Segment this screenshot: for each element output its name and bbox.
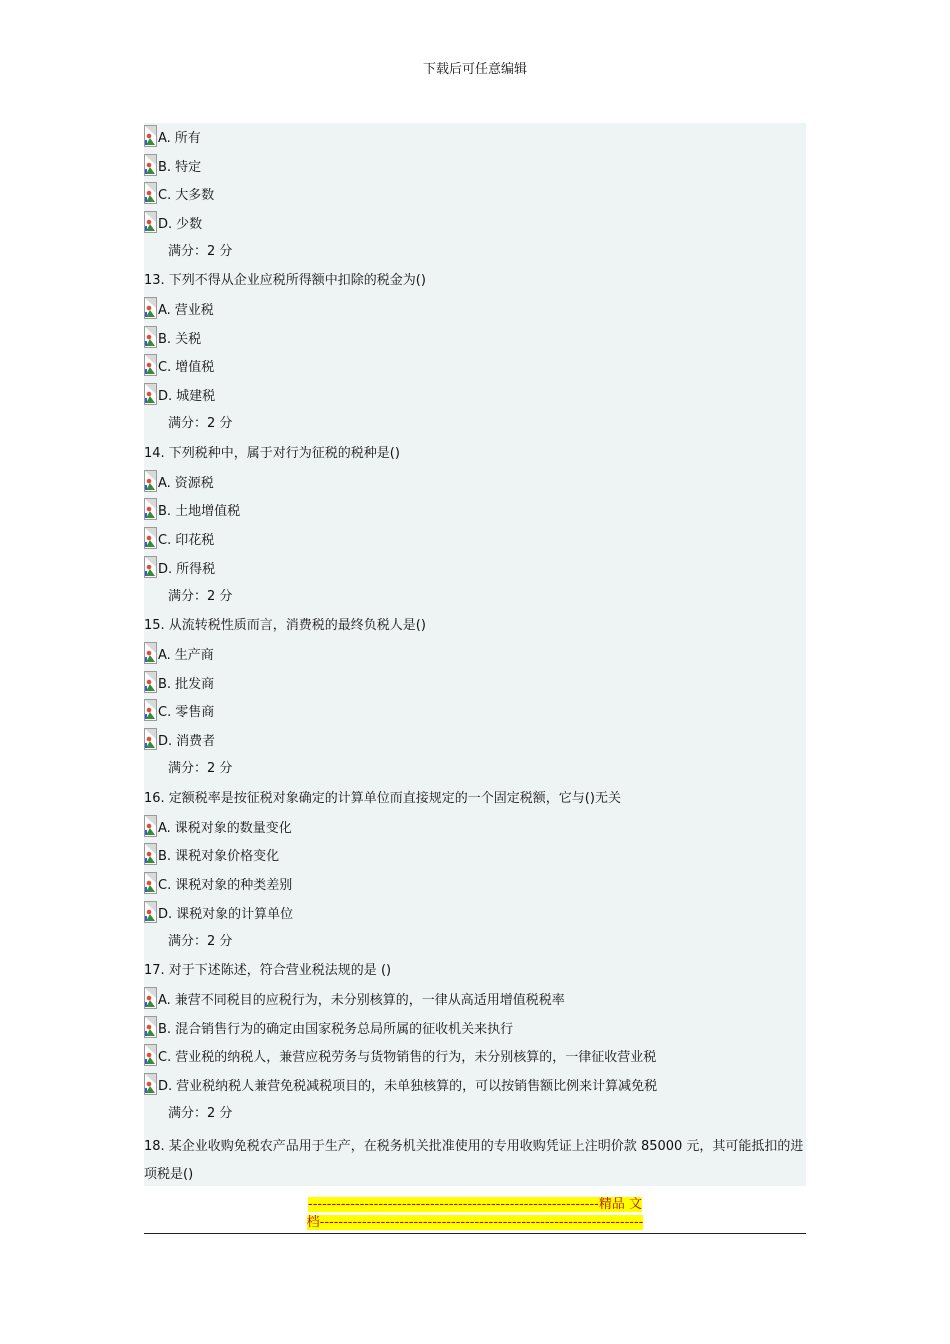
broken-image-icon xyxy=(144,642,157,664)
broken-image-icon xyxy=(144,556,157,578)
option-text: 所有 xyxy=(174,131,201,146)
option-item[interactable] xyxy=(144,1014,513,1038)
option-item[interactable] xyxy=(144,324,201,348)
option-item[interactable] xyxy=(144,295,214,319)
option-text: 关税 xyxy=(175,331,202,347)
option-text: 零售商 xyxy=(175,705,215,721)
broken-image-icon xyxy=(144,671,157,693)
option-letter: A. xyxy=(158,475,171,491)
option-item[interactable] xyxy=(144,152,201,176)
option-item[interactable] xyxy=(144,209,202,233)
option-text: 少数 xyxy=(176,217,203,233)
option-item[interactable] xyxy=(144,554,215,578)
option-letter: D. xyxy=(158,734,173,750)
broken-image-icon xyxy=(144,527,157,549)
option-text: 营业税 xyxy=(174,303,214,318)
option-item[interactable] xyxy=(144,180,214,204)
question-title: 16. 定额税率是按征税对象确定的计算单位而直接规定的一个固定税额，它与()无关 xyxy=(144,790,621,806)
question-title: 17. 对于下述陈述，符合营业税法规的是 () xyxy=(144,963,392,978)
option-letter: C. xyxy=(158,532,172,548)
option-letter: A. xyxy=(158,303,171,318)
broken-image-icon xyxy=(144,815,157,837)
broken-image-icon xyxy=(144,326,157,348)
score-label: 满分：2 分 xyxy=(168,933,233,949)
option-letter: B. xyxy=(158,849,172,865)
broken-image-icon xyxy=(144,843,157,865)
option-item[interactable] xyxy=(144,841,279,865)
option-letter: B. xyxy=(158,676,172,692)
option-letter: B. xyxy=(158,504,172,520)
option-item[interactable] xyxy=(144,870,292,894)
option-item[interactable] xyxy=(144,1071,657,1095)
broken-image-icon xyxy=(144,1016,157,1038)
option-text: 批发商 xyxy=(175,676,215,692)
option-letter: D. xyxy=(158,217,173,233)
broken-image-icon xyxy=(144,383,157,405)
score-label: 满分：2 分 xyxy=(168,761,233,776)
option-letter: C. xyxy=(158,360,172,376)
option-letter: B. xyxy=(158,331,172,347)
broken-image-icon xyxy=(144,182,157,204)
option-letter: D. xyxy=(158,906,173,922)
option-letter: D. xyxy=(158,1079,173,1095)
option-letter: C. xyxy=(158,1050,172,1066)
option-letter: A. xyxy=(158,648,171,663)
option-text: 兼营不同税目的应税行为，未分别核算的，一律从高适用增值税税率 xyxy=(174,993,565,1008)
option-letter: B. xyxy=(158,1021,172,1037)
option-letter: B. xyxy=(158,159,172,175)
option-letter: A. xyxy=(158,820,171,836)
option-text: 混合销售行为的确定由国家税务总局所属的征收机关来执行 xyxy=(175,1021,514,1037)
option-letter: A. xyxy=(158,131,171,146)
option-item[interactable] xyxy=(144,899,293,923)
option-text: 所得税 xyxy=(176,561,216,577)
question-list xyxy=(144,123,806,1186)
option-letter: C. xyxy=(158,705,172,721)
score-label: 满分：2 分 xyxy=(168,244,233,259)
broken-image-icon xyxy=(144,728,157,750)
option-text: 土地增值税 xyxy=(175,504,241,520)
broken-image-icon xyxy=(144,1044,157,1066)
broken-image-icon xyxy=(144,498,157,520)
option-text: 营业税的纳税人，兼营应税劳务与货物销售的行为，未分别核算的，一律征收营业税 xyxy=(175,1050,657,1066)
footer-line-2 xyxy=(0,1214,950,1231)
broken-image-icon xyxy=(144,154,157,176)
option-text: 增值税 xyxy=(175,360,215,376)
option-text: 课税对象的种类差别 xyxy=(175,877,293,893)
broken-image-icon xyxy=(144,1073,157,1095)
question-title: 13. 下列不得从企业应税所得额中扣除的税金为() xyxy=(144,273,426,288)
option-text: 课税对象价格变化 xyxy=(175,849,280,865)
option-text: 资源税 xyxy=(174,475,214,491)
footer-highlight-1: --------------------------------------------------------------精品 文 xyxy=(308,1197,642,1212)
option-text: 课税对象的计算单位 xyxy=(176,906,294,922)
broken-image-icon xyxy=(144,901,157,923)
option-text: 生产商 xyxy=(174,648,214,663)
option-item[interactable] xyxy=(144,352,214,376)
question-title: 15. 从流转税性质而言，消费税的最终负税人是() xyxy=(144,618,426,633)
option-text: 大多数 xyxy=(175,188,215,204)
option-item[interactable] xyxy=(144,985,565,1009)
option-item[interactable] xyxy=(144,640,214,664)
option-text: 营业税纳税人兼营免税减税项目的，未单独核算的，可以按销售额比例来计算减免税 xyxy=(176,1079,658,1095)
broken-image-icon xyxy=(144,699,157,721)
option-item[interactable] xyxy=(144,381,215,405)
broken-image-icon xyxy=(144,872,157,894)
broken-image-icon xyxy=(144,297,157,319)
broken-image-icon xyxy=(144,125,157,147)
option-item[interactable] xyxy=(144,1042,656,1066)
option-item[interactable] xyxy=(144,496,240,520)
score-label: 满分：2 分 xyxy=(168,588,233,604)
option-text: 印花税 xyxy=(175,532,215,548)
option-text: 城建税 xyxy=(176,389,216,405)
option-text: 特定 xyxy=(175,159,202,175)
option-item[interactable] xyxy=(144,669,214,693)
question-title: 14. 下列税种中，属于对行为征税的税种是() xyxy=(144,445,400,461)
page-header: 下载后可任意编辑 xyxy=(422,62,527,77)
option-letter: D. xyxy=(158,561,173,577)
footer-highlight-2: 档--------------------------------------------------------------------- xyxy=(306,1215,644,1230)
option-item[interactable] xyxy=(144,726,215,750)
footer-line-1 xyxy=(0,1196,950,1213)
option-letter: D. xyxy=(158,389,173,405)
option-item[interactable] xyxy=(144,525,214,549)
broken-image-icon xyxy=(144,470,157,492)
score-label: 满分：2 分 xyxy=(168,416,233,431)
broken-image-icon xyxy=(144,354,157,376)
footer-rule xyxy=(144,1233,806,1234)
option-item[interactable] xyxy=(144,123,201,147)
option-letter: A. xyxy=(158,993,171,1008)
option-item[interactable] xyxy=(144,468,214,492)
option-item[interactable] xyxy=(144,697,214,721)
broken-image-icon xyxy=(144,211,157,233)
option-text: 课税对象的数量变化 xyxy=(174,820,292,836)
option-text: 消费者 xyxy=(176,734,216,750)
option-letter: C. xyxy=(158,188,172,204)
score-label: 满分：2 分 xyxy=(168,1106,233,1121)
broken-image-icon xyxy=(144,987,157,1009)
question-title: 18. 某企业收购免税农产品用于生产，在税务机关批准使用的专用收购凭证上注明价款 85000 元，其可能抵扣的进项税是() xyxy=(144,1139,804,1182)
option-item[interactable] xyxy=(144,813,292,837)
option-letter: C. xyxy=(158,877,172,893)
